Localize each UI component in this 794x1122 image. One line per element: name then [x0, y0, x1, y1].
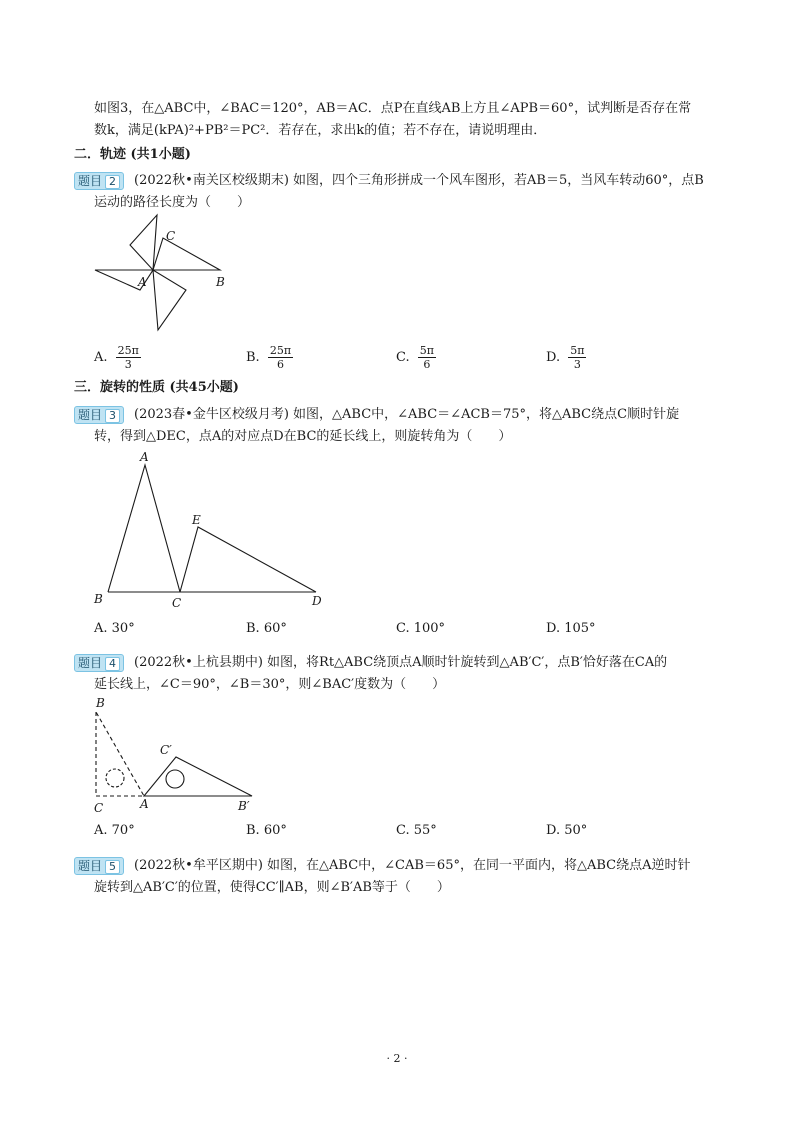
intro-line-2: 数k，满足(kPA)²+PB²＝PC²．若存在，求出k的值；若不存在，请说明理由． — [94, 123, 547, 138]
problem-tag-5 — [74, 857, 124, 875]
problem-number: 5 — [105, 860, 120, 874]
problem-3-option-d[interactable]: D. 105° — [546, 621, 596, 636]
problem-tag-label: 题目 — [78, 656, 103, 670]
windmill-label-c: C — [166, 229, 176, 243]
fraction-denominator: 6 — [423, 358, 431, 371]
problem-5-line-2: 旋转到△AB′C′的位置，使得CC′∥AB，则∠B′AB等于（ ） — [94, 880, 450, 895]
section-heading-trajectory: 二．轨迹 (共1小题) — [74, 147, 191, 162]
windmill-label-b: B — [216, 275, 225, 289]
section-heading-rotation: 三．旋转的性质 (共45小题) — [74, 380, 239, 395]
fraction-denominator: 6 — [276, 358, 284, 371]
fraction-numerator: 5π — [570, 344, 585, 357]
problem-2-line-2: 运动的路径长度为（ ） — [94, 195, 251, 210]
problem-2-option-a[interactable] — [94, 344, 141, 371]
fig3-label-d: D — [312, 594, 322, 608]
option-fraction — [116, 344, 141, 371]
problem-4-line-1: (2022秋•上杭县期中) 如图，将Rt△ABC绕顶点A顺时针旋转到△AB′C′，点B′恰好落在CA的 — [134, 655, 668, 670]
problem-number: 2 — [105, 175, 120, 189]
problem-2-option-b[interactable] — [246, 344, 293, 371]
problem-tag-label: 题目 — [78, 859, 103, 873]
problem-2-option-d[interactable] — [546, 344, 586, 371]
problem-4-option-b[interactable]: B. 60° — [246, 823, 287, 838]
problem-number: 3 — [105, 409, 120, 423]
fig4-label-a: A — [140, 797, 149, 811]
problem-4-option-d[interactable]: D. 50° — [546, 823, 588, 838]
fig3-label-a: A — [140, 450, 149, 464]
problem-3-option-a[interactable]: A. 30° — [94, 621, 135, 636]
fig4-label-bp: B′ — [238, 799, 250, 813]
fraction-denominator: 3 — [573, 358, 581, 371]
problem-3-line-1: (2023春•金牛区校级月考) 如图，△ABC中，∠ABC＝∠ACB＝75°，将△ABC绕点C顺时针旋 — [134, 407, 680, 422]
option-letter: C. — [396, 350, 410, 365]
fraction-numerator: 5π — [419, 344, 434, 357]
fig4-label-b: B — [96, 696, 105, 710]
fraction-numerator: 25π — [269, 344, 292, 357]
problem-3-option-b[interactable]: B. 60° — [246, 621, 287, 636]
problem-tag-4 — [74, 654, 124, 672]
rotation-triangle-figure — [88, 445, 338, 619]
fig3-label-c: C — [172, 596, 182, 610]
problem-2-option-c[interactable] — [396, 344, 436, 371]
fig3-label-e: E — [192, 513, 201, 527]
problem-5-line-1: (2022秋•牟平区期中) 如图，在△ABC中，∠CAB＝65°，在同一平面内，将△ABC绕点A逆时针 — [134, 858, 691, 873]
option-fraction — [268, 344, 293, 371]
intro-line-1: 如图3，在△ABC中，∠BAC＝120°，AB＝AC．点P在直线AB上方且∠APB＝60°，试判断是否存在常 — [94, 101, 692, 116]
problem-2-line-1: (2022秋•南关区校级期末) 如图，四个三角形拼成一个风车图形，若AB＝5，当风车转动60°，点B — [134, 173, 704, 188]
problem-3-line-2: 转，得到△DEC，点A的对应点D在BC的延长线上，则旋转角为（ ） — [94, 429, 512, 444]
page-number: · 2 · — [386, 1052, 408, 1065]
problem-4-option-c[interactable]: C. 55° — [396, 823, 437, 838]
problem-tag-2 — [74, 172, 124, 190]
fraction-numerator: 25π — [117, 344, 139, 357]
option-letter: B. — [246, 350, 260, 365]
problem-tag-label: 题目 — [78, 174, 103, 188]
fig3-label-b: B — [94, 592, 103, 606]
set-square-figure — [86, 692, 271, 826]
windmill-label-a: A — [138, 275, 147, 289]
problem-3-option-c[interactable]: C. 100° — [396, 621, 446, 636]
problem-4-option-a[interactable]: A. 70° — [94, 823, 135, 838]
option-fraction — [568, 344, 586, 371]
option-letter: D. — [546, 350, 561, 365]
problem-tag-label: 题目 — [78, 408, 103, 422]
option-fraction — [418, 344, 436, 371]
problem-4-line-2: 延长线上，∠C＝90°，∠B＝30°，则∠BAC′度数为（ ） — [94, 677, 446, 692]
option-letter: A. — [94, 350, 108, 365]
fig4-label-c: C — [94, 801, 104, 815]
problem-tag-3 — [74, 406, 124, 424]
windmill-figure — [90, 210, 240, 339]
fig4-label-cp: C′ — [160, 743, 172, 757]
problem-number: 4 — [105, 657, 120, 671]
fraction-denominator: 3 — [124, 358, 132, 371]
